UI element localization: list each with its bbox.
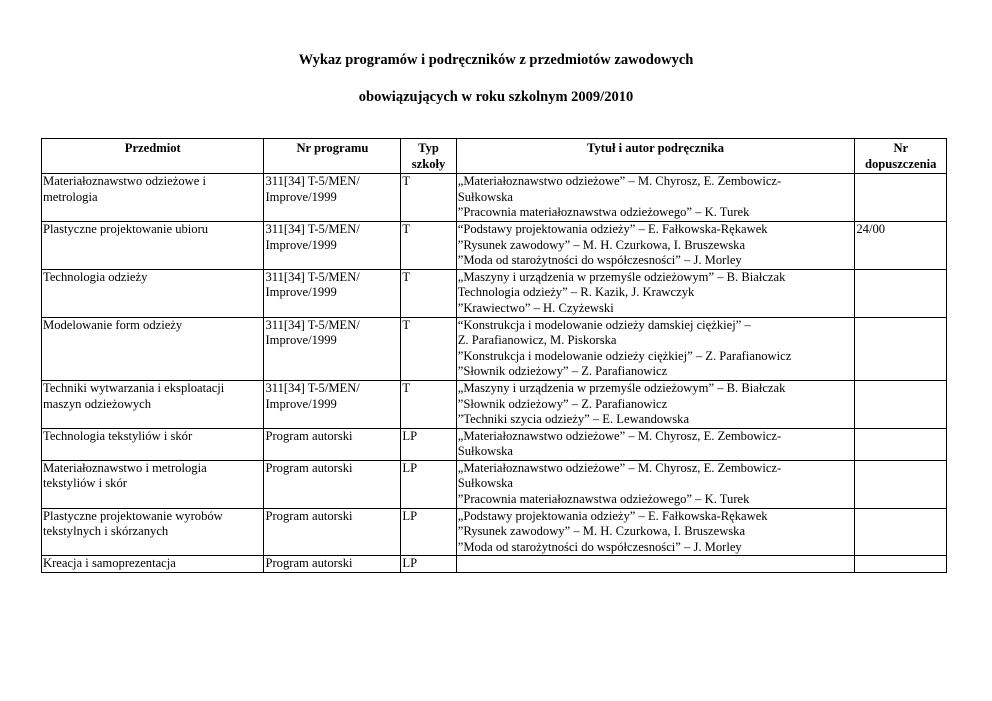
cell-line: ”Słownik odzieżowy” – Z. Parafianowicz xyxy=(457,396,668,411)
cell-line: Plastyczne projektowanie ubioru xyxy=(43,221,209,236)
cell-subject xyxy=(42,428,264,460)
cell-line: Program autorski xyxy=(265,428,353,443)
cell-text: T xyxy=(402,380,411,395)
cell-program xyxy=(264,460,401,508)
cell-line: „Maszyny i urządzenia w przemyśle odzieżowym” – B. Białczak xyxy=(457,269,786,284)
table-row xyxy=(42,428,947,460)
cell-book xyxy=(456,269,855,317)
table-header xyxy=(42,139,947,174)
cell-subject xyxy=(42,556,264,573)
header-book: Tytuł i autor podręcznika xyxy=(456,139,855,174)
cell-school-type xyxy=(401,221,456,269)
cell-line: 311[34] T-5/MEN/ xyxy=(265,269,360,284)
table-row xyxy=(42,269,947,317)
table-row xyxy=(42,508,947,556)
cell-school-type xyxy=(401,556,456,573)
cell-approval xyxy=(855,508,947,556)
cell-text: T xyxy=(402,221,411,236)
cell-line: „Podstawy projektowania odzieży” – E. Fałkowska-Rękawek xyxy=(457,508,768,523)
cell-line: Sułkowska xyxy=(457,476,514,491)
cell-text: T xyxy=(402,269,411,284)
cell-line: Improve/1999 xyxy=(265,237,337,252)
programs-table xyxy=(41,138,947,573)
cell-line: tekstyliów i skór xyxy=(43,476,127,491)
cell-school-type xyxy=(401,269,456,317)
cell-program xyxy=(264,556,401,573)
cell-line: Improve/1999 xyxy=(265,333,337,348)
cell-program xyxy=(264,317,401,380)
cell-book xyxy=(456,508,855,556)
cell-line: Program autorski xyxy=(265,460,353,475)
cell-line: ”Pracownia materiałoznawstwa odzieżowego” – K. Turek xyxy=(457,492,750,507)
cell-line: Technologia odzieży” – R. Kazik, J. Krawczyk xyxy=(457,285,695,300)
cell-line: Technologia odzieży xyxy=(43,269,148,284)
cell-approval xyxy=(855,221,947,269)
cell-book xyxy=(456,221,855,269)
cell-line: ”Rysunek zawodowy” – M. H. Czurkowa, I. Bruszewska xyxy=(457,237,746,252)
cell-line: Kreacja i samoprezentacja xyxy=(43,556,176,571)
cell-line: Program autorski xyxy=(265,508,353,523)
table-row xyxy=(42,317,947,380)
cell-approval xyxy=(855,380,947,428)
header-school-type: Typ szkoły xyxy=(401,139,456,174)
cell-program xyxy=(264,380,401,428)
cell-program xyxy=(264,508,401,556)
cell-approval xyxy=(855,556,947,573)
cell-line: Materiałoznawstwo i metrologia xyxy=(43,460,207,475)
cell-subject xyxy=(42,380,264,428)
cell-line: ”Moda od starożytności do współczesności” – J. Morley xyxy=(457,253,742,268)
cell-line: „Materiałoznawstwo odzieżowe” – M. Chyrosz, E. Zembowicz- xyxy=(457,428,782,443)
cell-line: tekstylnych i skórzanych xyxy=(43,524,169,539)
cell-program xyxy=(264,221,401,269)
cell-approval xyxy=(855,269,947,317)
table-row xyxy=(42,460,947,508)
cell-text: 24/00 xyxy=(856,221,886,236)
cell-program xyxy=(264,428,401,460)
cell-line: „Maszyny i urządzenia w przemyśle odzieżowym” – B. Białczak xyxy=(457,380,786,395)
cell-line: ”Konstrukcja i modelowanie odzieży ciężkiej” – Z. Parafianowicz xyxy=(457,348,792,363)
cell-book xyxy=(456,556,855,573)
cell-school-type xyxy=(401,380,456,428)
cell-subject xyxy=(42,317,264,380)
cell-approval xyxy=(855,428,947,460)
cell-school-type xyxy=(401,508,456,556)
cell-book xyxy=(456,428,855,460)
table-body xyxy=(42,174,947,573)
cell-text: LP xyxy=(402,556,418,571)
cell-approval xyxy=(855,317,947,380)
cell-book xyxy=(456,380,855,428)
cell-line: Sułkowska xyxy=(457,189,514,204)
cell-text: LP xyxy=(402,460,418,475)
cell-line: ”Krawiectwo” – H. Czyżewski xyxy=(457,300,614,315)
cell-line: metrologia xyxy=(43,189,98,204)
cell-line: „Materiałoznawstwo odzieżowe” – M. Chyrosz, E. Zembowicz- xyxy=(457,460,782,475)
cell-line: “Podstawy projektowania odzieży” – E. Fałkowska-Rękawek xyxy=(457,221,768,236)
header-subject: Przedmiot xyxy=(42,139,264,174)
cell-line: maszyn odzieżowych xyxy=(43,396,152,411)
cell-line: Plastyczne projektowanie wyrobów xyxy=(43,508,223,523)
header-row xyxy=(42,139,947,174)
header-approval: Nr dopuszczenia xyxy=(855,139,947,174)
cell-line: Improve/1999 xyxy=(265,396,337,411)
cell-school-type xyxy=(401,317,456,380)
cell-line: “Konstrukcja i modelowanie odzieży damskiej ciężkiej” – xyxy=(457,317,751,332)
cell-book xyxy=(456,317,855,380)
cell-approval xyxy=(855,174,947,222)
table-row xyxy=(42,221,947,269)
header-program: Nr programu xyxy=(264,139,401,174)
document-subtitle: obowiązujących w roku szkolnym 2009/2010 xyxy=(358,89,634,105)
cell-approval xyxy=(855,460,947,508)
cell-line: ”Pracownia materiałoznawstwa odzieżowego” – K. Turek xyxy=(457,205,750,220)
cell-line: 311[34] T-5/MEN/ xyxy=(265,380,360,395)
cell-line: Improve/1999 xyxy=(265,285,337,300)
cell-line: 311[34] T-5/MEN/ xyxy=(265,221,360,236)
cell-subject xyxy=(42,508,264,556)
cell-line: 311[34] T-5/MEN/ xyxy=(265,317,360,332)
cell-line: ”Rysunek zawodowy” – M. H. Czurkowa, I. Bruszewska xyxy=(457,524,746,539)
cell-school-type xyxy=(401,428,456,460)
cell-line: „Materiałoznawstwo odzieżowe” – M. Chyrosz, E. Zembowicz- xyxy=(457,174,782,189)
cell-text: LP xyxy=(402,508,418,523)
cell-book xyxy=(456,174,855,222)
table-row xyxy=(42,174,947,222)
cell-line: ”Techniki szycia odzieży” – E. Lewandowska xyxy=(457,412,690,427)
cell-line: Techniki wytwarzania i eksploatacji xyxy=(43,380,225,395)
cell-school-type xyxy=(401,460,456,508)
cell-book xyxy=(456,460,855,508)
cell-school-type xyxy=(401,174,456,222)
table-row xyxy=(42,380,947,428)
cell-subject xyxy=(42,269,264,317)
cell-text: T xyxy=(402,317,411,332)
document-title: Wykaz programów i podręczników z przedmiotów zawodowych xyxy=(298,52,694,68)
cell-program xyxy=(264,269,401,317)
cell-text: LP xyxy=(402,428,418,443)
cell-program xyxy=(264,174,401,222)
cell-line: Improve/1999 xyxy=(265,189,337,204)
cell-line: Technologia tekstyliów i skór xyxy=(43,428,193,443)
cell-line: Materiałoznawstwo odzieżowe i xyxy=(43,174,206,189)
table-row xyxy=(42,556,947,573)
cell-line: ”Słownik odzieżowy” – Z. Parafianowicz xyxy=(457,364,668,379)
cell-subject xyxy=(42,460,264,508)
cell-subject xyxy=(42,221,264,269)
cell-line: ”Moda od starożytności do współczesności” – J. Morley xyxy=(457,539,742,554)
cell-line: 311[34] T-5/MEN/ xyxy=(265,174,360,189)
cell-line: Z. Parafianowicz, M. Piskorska xyxy=(457,333,617,348)
cell-line: Program autorski xyxy=(265,556,353,571)
cell-subject xyxy=(42,174,264,222)
cell-line: Sułkowska xyxy=(457,444,514,459)
cell-line: Modelowanie form odzieży xyxy=(43,317,183,332)
cell-text: T xyxy=(402,174,411,189)
